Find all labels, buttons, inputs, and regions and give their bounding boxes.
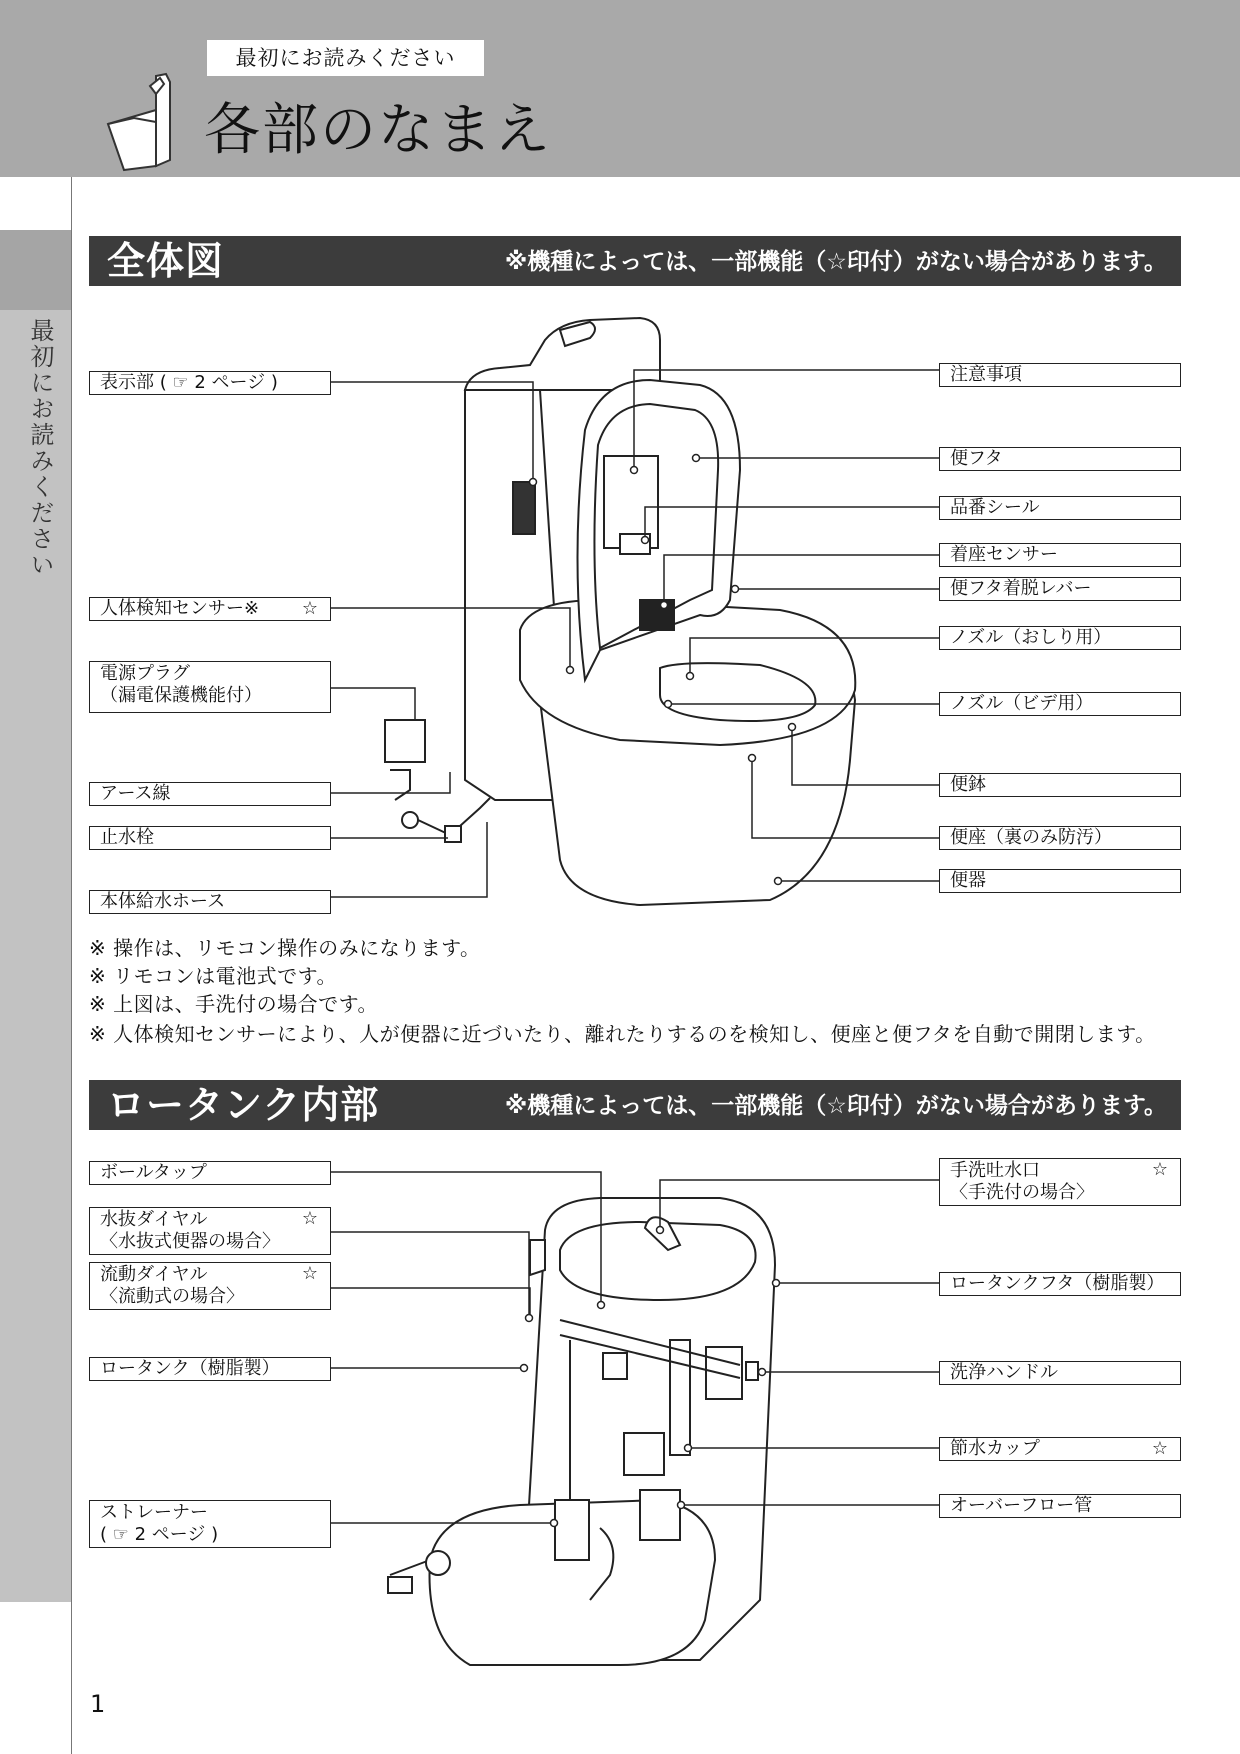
- section-note: ※機種によっては、一部機能（☆印付）がない場合があります。: [504, 249, 1167, 275]
- page-number: 1: [90, 1690, 106, 1718]
- label-text: 節水カップ: [950, 1438, 1040, 1459]
- section-note: ※機種によっては、一部機能（☆印付）がない場合があります。: [504, 1093, 1167, 1119]
- label-tank-lid: ロータンクフタ（樹脂製）: [939, 1272, 1181, 1296]
- label-strainer: [89, 1500, 331, 1548]
- section-title: ロータンク内部: [107, 1083, 380, 1127]
- label-text: ストレーナー: [100, 1502, 208, 1523]
- star-mark: ☆: [301, 1208, 318, 1229]
- label-stop-valve: 止水栓: [89, 826, 331, 850]
- label-faucet: [939, 1158, 1181, 1206]
- label-caution: 注意事項: [939, 363, 1181, 387]
- label-earth: アース線: [89, 782, 331, 806]
- label-ball-tap: ボールタップ: [89, 1161, 331, 1185]
- label-supply-hose: 本体給水ホース: [89, 890, 331, 914]
- star-mark: ☆: [301, 598, 318, 619]
- label-nozzle-bidet: ノズル（ビデ用）: [939, 692, 1181, 716]
- label-model-seal: 品番シール: [939, 496, 1181, 520]
- label-text: 電源プラグ: [100, 663, 190, 684]
- label-overflow: オーバーフロー管: [939, 1494, 1181, 1518]
- label-toilet: 便器: [939, 869, 1181, 893]
- label-lid: 便フタ: [939, 447, 1181, 471]
- label-text: 〈手洗付の場合〉: [950, 1182, 1094, 1203]
- section-title: 全体図: [107, 239, 225, 283]
- page-title: 各部のなまえ: [204, 98, 552, 163]
- label-water-cup: [939, 1437, 1181, 1461]
- label-flush-handle: 洗浄ハンドル: [939, 1361, 1181, 1385]
- star-mark: ☆: [1151, 1438, 1168, 1459]
- note-line: ※ 上図は、手洗付の場合です。: [89, 992, 379, 1016]
- side-tab-label: 最初にお読みください: [26, 318, 54, 578]
- label-tank: ロータンク（樹脂製）: [89, 1357, 331, 1381]
- label-lid-lever: 便フタ着脱レバー: [939, 577, 1181, 601]
- star-mark: ☆: [301, 1263, 318, 1284]
- label-text: 人体検知センサー※: [100, 598, 260, 619]
- label-text: 手洗吐水口: [950, 1160, 1040, 1181]
- star-mark: ☆: [1151, 1159, 1168, 1180]
- note-line: ※ 人体検知センサーにより、人が便器に近づいたり、離れたりするのを検知し、便座と便フタを自動で開閉します。: [89, 1022, 1156, 1046]
- label-text: （漏電保護機能付）: [100, 685, 262, 706]
- label-text: 〈流動式の場合〉: [100, 1286, 244, 1307]
- label-drain-dial: [89, 1207, 331, 1255]
- label-text: 〈水抜式便器の場合〉: [100, 1231, 280, 1252]
- label-text: 水抜ダイヤル: [100, 1209, 208, 1230]
- note-line: ※ リモコンは電池式です。: [89, 964, 338, 988]
- note-line: ※ 操作は、リモコン操作のみになります。: [89, 936, 481, 960]
- header-tag: 最初にお読みください: [207, 40, 484, 76]
- label-bowl: 便鉢: [939, 773, 1181, 797]
- label-nozzle-clean: ノズル（おしり用）: [939, 626, 1181, 650]
- label-display: 表示部 ( ☞ 2 ページ ): [89, 371, 331, 395]
- label-seat: 便座（裏のみ防汚）: [939, 826, 1181, 850]
- label-text: 流動ダイヤル: [100, 1264, 208, 1285]
- label-flow-dial: [89, 1262, 331, 1310]
- label-text: ( ☞ 2 ページ ): [100, 1524, 219, 1545]
- label-seat-sensor: 着座センサー: [939, 543, 1181, 567]
